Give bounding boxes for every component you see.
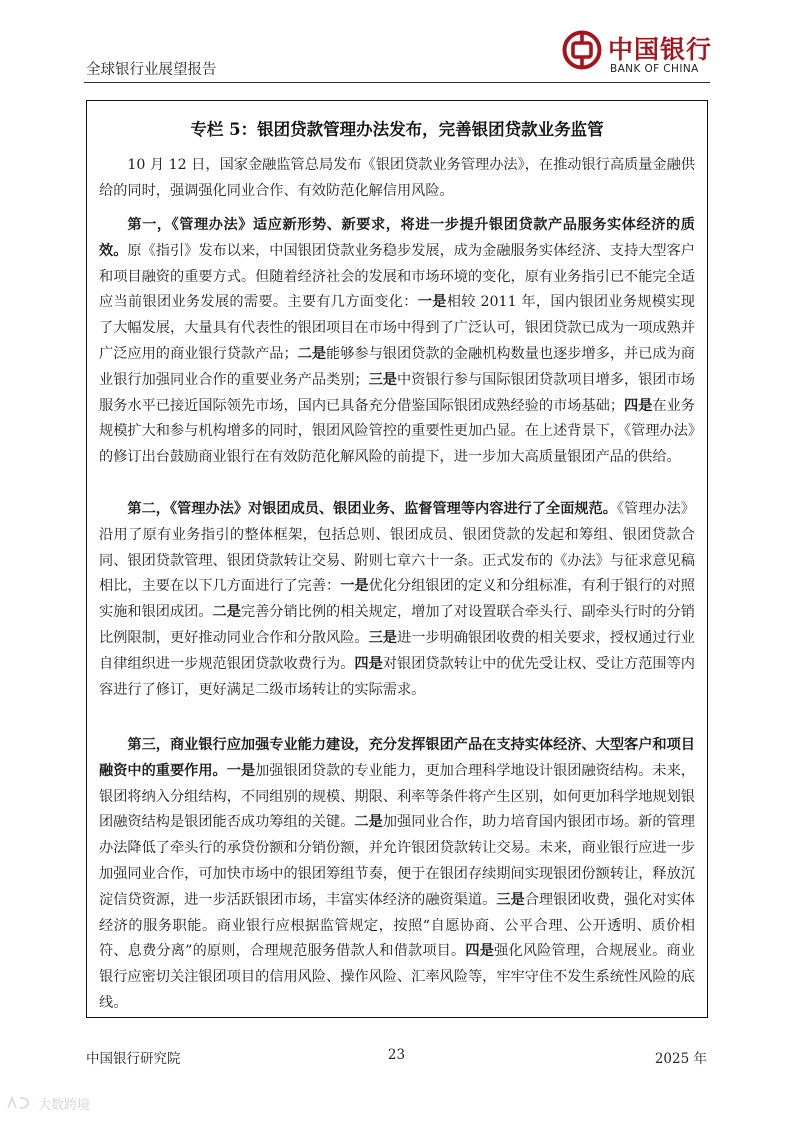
point-marker: 二是: [297, 345, 327, 362]
paragraph-text: 强化风险管理，合规展业。商业银行应密切关注银团项目的信用风险、操作风险、汇率风险等，牢牢守住不发生系统性风险的底线。: [99, 943, 695, 1011]
paragraph-heading: 第二，《管理办法》对银团成员、银团业务、监督管理等内容进行了全面规范。: [127, 501, 617, 517]
paragraph-text: 在业务规模扩大和参与机构增多的同时，银团风险管控的重要性更加凸显。在上述背景下，《管理办法》的修订出台鼓励商业银行在有效防范化解风险的前提下，进一步加大高质量银团产品的供给。: [99, 397, 695, 466]
report-title: 全球银行业展望报告: [86, 62, 217, 78]
paragraph-second-point: [99, 497, 695, 703]
paragraph-text: 完善分销比例的相关规定，增加了对设置联合牵头行、副牵头行时的分销比例限制，更好推动同业合作和分散风险。: [99, 604, 695, 646]
paragraph-text: 合理银团收费，强化对实体经济的服务职能。商业银行应根据监管规定，按照“自愿协商、公平合理、公开透明、质价相符、息费分离”的原则，合理规范服务借款人和借款项目。: [99, 891, 695, 960]
paragraph-text: 进一步明确银团收费的相关要求，授权通过行业自律组织进一步规范银团贷款收费行为。: [99, 629, 695, 672]
paragraph-text: 《管理办法》沿用了原有业务指引的整体框架，包括总则、银团成员、银团贷款的发起和筹组、银团贷款合同、银团贷款管理、银团贷款转让交易、附则七章六十一条。正式发布的《办法》与征求意见稿相比，主要在以下几方面进行了完善：: [99, 501, 695, 595]
footer-year: 2025 年: [654, 1051, 707, 1067]
watermark-text: 大数跨境: [38, 1098, 91, 1113]
paragraph-text: 对银团贷款转让中的优先受让权、受让方范围等内容进行了修订，更好满足二级市场转让的实际需求。: [99, 655, 695, 698]
column-title: 专栏 5：银团贷款管理办法发布，完善银团贷款业务监管: [190, 120, 604, 139]
point-marker: 三是: [368, 629, 397, 646]
logo-chinese-name: 中国银行: [608, 35, 713, 64]
watermark-logo-icon: [6, 1096, 34, 1110]
point-marker: 三是: [368, 371, 397, 388]
paragraph-text: 加强同业合作，助力培育国内银团市场。新的管理办法降低了牵头行的承贷份额和分销份额，并允许银团贷款转让交易。未来，商业银行应进一步加强同业合作，可加快市场中的银团筹组节奏，便于在银团存续期间实现银团份额转让，释放沉淀信贷资源，进一步活跃银团市场，丰富实体经济的融资渠道。: [99, 814, 695, 908]
footer-institute: 中国银行研究院: [86, 1051, 181, 1067]
column-box: [86, 100, 708, 1018]
point-marker: 一是: [417, 294, 447, 311]
point-marker: 四是: [354, 655, 383, 672]
bank-logo: [562, 30, 712, 78]
page-number: 23: [387, 1047, 406, 1063]
paragraph-text: 加强银团贷款的专业能力，更加合理科学地设计银团融资结构。未来，银团将纳入分组结构，不同组别的规模、期限、利率等条件将产生区别，如何更加科学地规划银团融资结构是银团能否成功筹组的关键。: [99, 762, 695, 831]
paragraph-heading: 第一，《管理办法》适应新形势、新要求，将进一步提升银团贷款产品服务实体经济的质效。: [99, 217, 695, 259]
paragraph-text: 能够参与银团贷款的金融机构数量也逐步增多，并已成为商业银行加强同业合作的重要业务产品类别；: [99, 345, 695, 388]
point-marker: 三是: [496, 891, 525, 908]
point-marker: 二是: [212, 604, 241, 621]
paragraph-text: 优化分组银团的定义和分组标准，有利于银行的对照实施和银团成团。: [99, 578, 695, 621]
point-marker: 四是: [465, 943, 495, 960]
paragraph-text: 原《指引》发布以来，中国银团贷款业务稳步发展，成为金融服务实体经济、支持大型客户和项目融资的重要方式。但随着经济社会的发展和市场环境的变化，原有业务指引已不能完全适应当前银团业务发展的需要。主要有几方面变化：: [99, 242, 695, 311]
point-marker: 二是: [354, 814, 383, 831]
paragraph-text: 中资银行参与国际银团贷款项目增多，银团市场服务水平已接近国际领先市场，国内已具备充分借鉴国际银团成熟经验的市场基础；: [99, 371, 695, 414]
paragraph-third-point: [99, 733, 695, 1017]
point-marker: 四是: [624, 397, 653, 414]
paragraph-first-point: [99, 213, 695, 471]
paragraph-text: 相较 2011 年，国内银团业务规模实现了大幅发展，大量具有代表性的银团项目在市场中得到了广泛认可，银团贷款已成为一项成熟并广泛应用的商业银行贷款产品；: [99, 294, 695, 362]
intro-paragraph: 10 月 12 日，国家金融监管总局发布《银团贷款业务管理办法》，在推动银行高质量金融供给的同时，强调强化同业合作、有效防范化解信用风险。: [99, 157, 695, 199]
logo-english-name: BANK OF CHINA: [610, 63, 699, 75]
bank-of-china-emblem-icon: [562, 30, 602, 70]
point-marker: 一是: [340, 578, 369, 595]
header-divider: [84, 82, 710, 83]
point-marker: 一是: [226, 762, 256, 779]
paragraph-heading: 第三，商业银行应加强专业能力建设，充分发挥银团产品在支持实体经济、大型客户和项目融资中的重要作用。: [99, 737, 695, 779]
